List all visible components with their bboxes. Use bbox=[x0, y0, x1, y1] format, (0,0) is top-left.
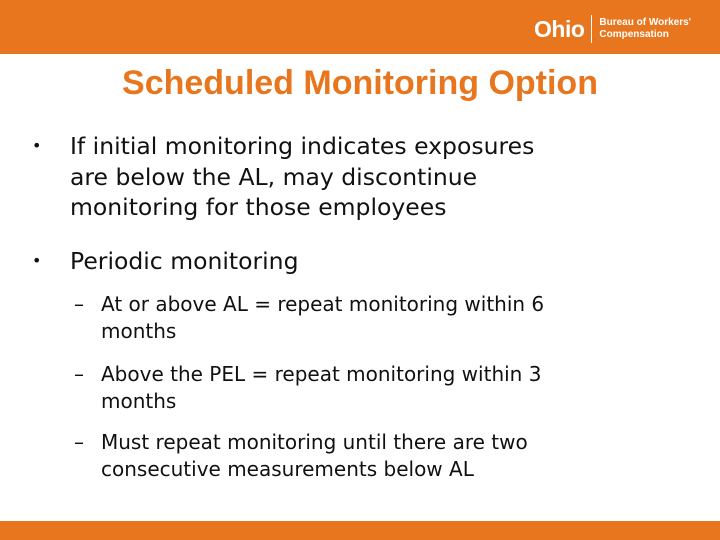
logo-ohio-wordmark: Ohio bbox=[534, 15, 585, 42]
logo-line-1: Bureau of Workers' bbox=[599, 17, 692, 28]
subbullet-line: Must repeat monitoring until there are two bbox=[101, 430, 528, 454]
subbullet-item bbox=[74, 361, 661, 415]
subbullet-line: months bbox=[101, 389, 177, 413]
subbullet-marker: – bbox=[74, 362, 84, 386]
bullet-item bbox=[32, 131, 660, 223]
bullet-marker: • bbox=[32, 251, 42, 270]
subbullet-line: Above the PEL = repeat monitoring within 3 bbox=[101, 362, 542, 386]
subbullet-line: At or above AL = repeat monitoring within 6 bbox=[101, 292, 545, 316]
bullet-line: monitoring for those employees bbox=[70, 193, 447, 221]
bullet-line: are below the AL, may discontinue bbox=[70, 162, 478, 191]
subbullet-marker: – bbox=[74, 292, 84, 316]
slide-title: Scheduled Monitoring Option bbox=[122, 64, 598, 102]
subbullet-marker: – bbox=[74, 430, 84, 454]
bullet-line: Periodic monitoring bbox=[70, 247, 299, 275]
subbullet-item bbox=[74, 291, 661, 345]
bullet-marker: • bbox=[32, 136, 42, 155]
subbullet-item bbox=[74, 429, 661, 483]
footer-band bbox=[0, 521, 720, 540]
subbullet-line: consecutive measurements below AL bbox=[101, 457, 474, 481]
bullet-line: If initial monitoring indicates exposures bbox=[70, 132, 535, 160]
logo-line-2: Compensation bbox=[599, 29, 669, 40]
bullet-item bbox=[32, 246, 660, 277]
subbullet-line: months bbox=[101, 319, 177, 343]
